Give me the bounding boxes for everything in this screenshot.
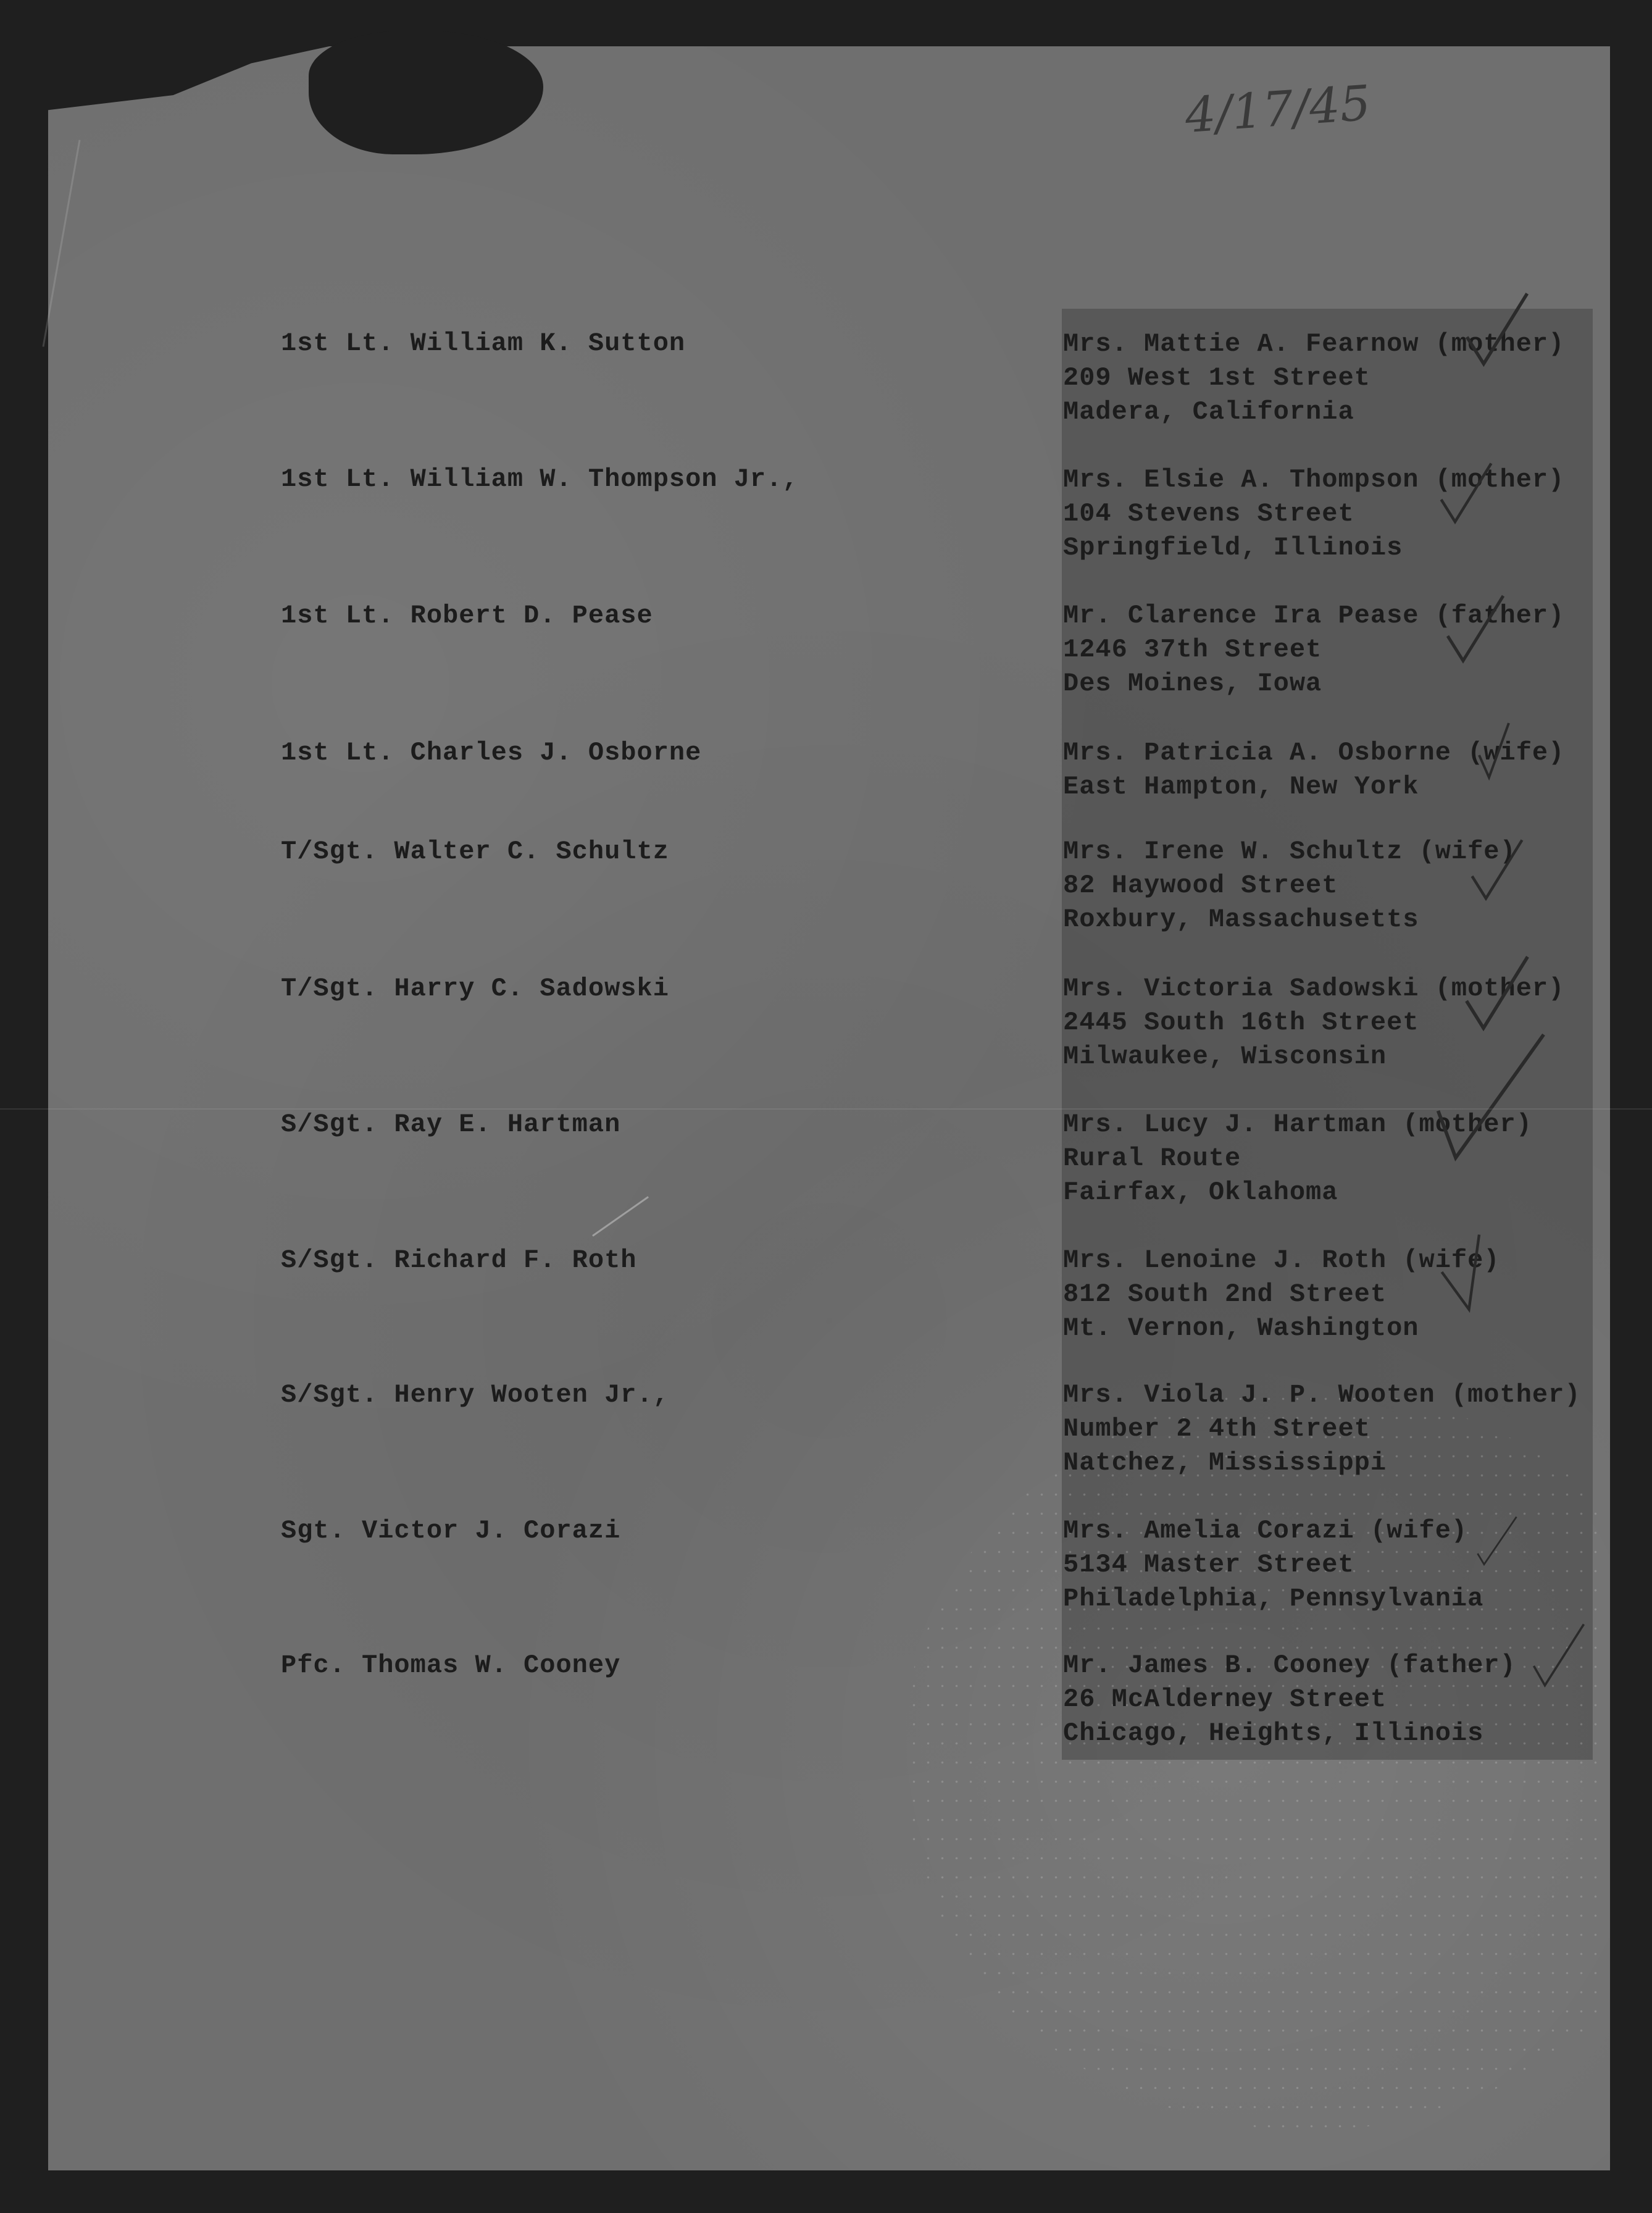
address-line: Mr. Clarence Ira Pease (father) [1063, 601, 1565, 630]
address-line: Milwaukee, Wisconsin [1063, 1042, 1387, 1071]
next-of-kin-address [1063, 835, 1516, 937]
film-scratch [0, 1108, 1652, 1110]
soldier-name: Sgt. Victor J. Corazi [281, 1516, 621, 1546]
checkmark-icon [1469, 827, 1525, 914]
address-line: 5134 Master Street [1063, 1550, 1354, 1579]
address-line: 2445 South 16th Street [1063, 1008, 1419, 1037]
checkmark-icon [1531, 1599, 1587, 1710]
address-line: Chicago, Heights, Illinois [1063, 1718, 1484, 1748]
checkmark-icon [1438, 457, 1494, 531]
checkmark-icon [1438, 1223, 1506, 1321]
address-line: 82 Haywood Street [1063, 871, 1338, 900]
address-line: Mrs. Mattie A. Fearnow (mother) [1063, 329, 1565, 359]
address-line: Des Moines, Iowa [1063, 669, 1322, 698]
soldier-name: 1st Lt. William W. Thompson Jr., [281, 464, 799, 494]
next-of-kin-address [1063, 1649, 1516, 1751]
soldier-name: T/Sgt. Walter C. Schultz [281, 837, 669, 866]
handwritten-date-annotation: 4/17/45 [1183, 75, 1373, 144]
address-line: Mrs. Patricia A. Osborne (wife) [1063, 738, 1565, 768]
address-line: Mt. Vernon, Washington [1063, 1313, 1419, 1343]
address-line: 812 South 2nd Street [1063, 1279, 1387, 1309]
address-line: Mrs. Victoria Sadowski (mother) [1063, 974, 1565, 1003]
address-line: Fairfax, Oklahoma [1063, 1178, 1338, 1207]
address-line: 209 West 1st Street [1063, 363, 1370, 393]
address-line: Springfield, Illinois [1063, 533, 1403, 563]
next-of-kin-address [1063, 1244, 1500, 1345]
address-line: Mrs. Elsie A. Thompson (mother) [1063, 465, 1565, 495]
soldier-name: 1st Lt. Robert D. Pease [281, 601, 653, 630]
address-line: Madera, California [1063, 397, 1354, 427]
soldier-name: Pfc. Thomas W. Cooney [281, 1650, 621, 1680]
address-line: 1246 37th Street [1063, 635, 1322, 664]
soldier-name: S/Sgt. Ray E. Hartman [281, 1110, 621, 1139]
soldier-name: T/Sgt. Harry C. Sadowski [281, 974, 669, 1003]
checkmark-icon [1463, 290, 1531, 370]
next-of-kin-address [1063, 1378, 1581, 1480]
checkmark-icon [1469, 698, 1519, 803]
soldier-name: 1st Lt. Charles J. Osborne [281, 738, 702, 768]
soldier-name: 1st Lt. William K. Sutton [281, 328, 686, 358]
address-line: Number 2 4th Street [1063, 1414, 1370, 1444]
address-line: East Hampton, New York [1063, 772, 1419, 801]
address-line: Roxbury, Massachusetts [1063, 905, 1419, 934]
address-line: 26 McAlderney Street [1063, 1684, 1387, 1714]
address-line: Mrs. Lenoine J. Roth (wife) [1063, 1245, 1500, 1275]
address-line: Philadelphia, Pennsylvania [1063, 1584, 1484, 1613]
address-line: Rural Route [1063, 1144, 1241, 1173]
address-line: Mr. James B. Cooney (father) [1063, 1650, 1516, 1680]
address-line: 104 Stevens Street [1063, 499, 1354, 529]
address-line: Natchez, Mississippi [1063, 1448, 1387, 1478]
checkmark-icon [1445, 593, 1506, 667]
checkmark-icon [1432, 1025, 1550, 1173]
address-line: Mrs. Viola J. P. Wooten (mother) [1063, 1380, 1581, 1410]
soldier-name: S/Sgt. Henry Wooten Jr., [281, 1380, 669, 1410]
address-line: Mrs. Lucy J. Hartman (mother) [1063, 1110, 1532, 1139]
address-line: Mrs. Irene W. Schultz (wife) [1063, 837, 1516, 866]
address-line: Mrs. Amelia Corazi (wife) [1063, 1516, 1468, 1546]
next-of-kin-address [1063, 1514, 1483, 1616]
soldier-name: S/Sgt. Richard F. Roth [281, 1245, 637, 1275]
checkmark-icon [1475, 1494, 1519, 1587]
